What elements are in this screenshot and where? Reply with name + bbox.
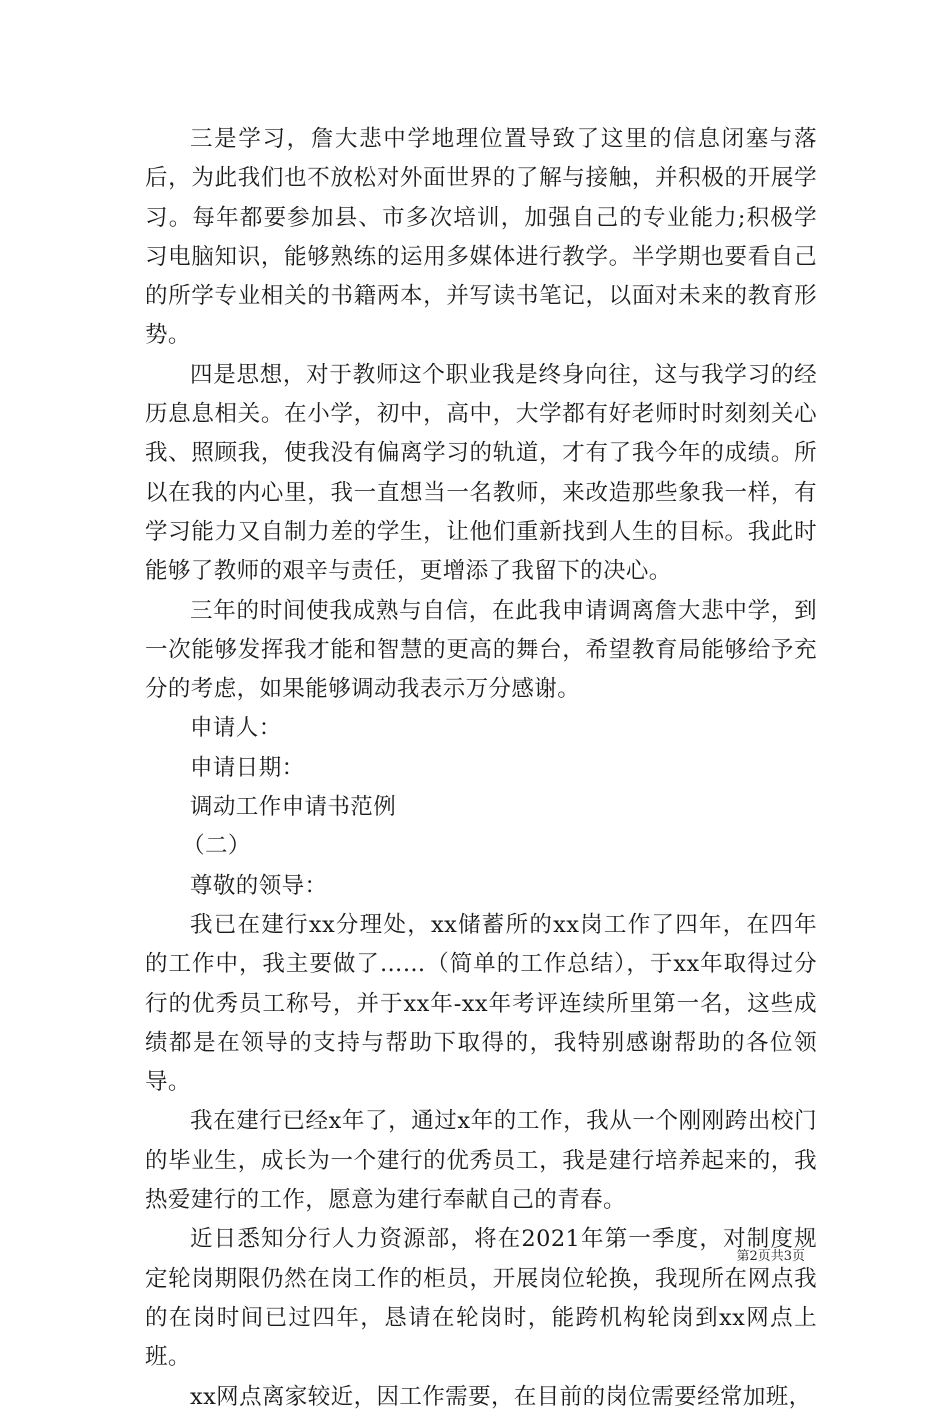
greeting: 尊敬的领导： (190, 872, 328, 899)
paragraph-thought: 四是思想，对于教师这个职业我是终身向往，这与我学习的经历息息相关。在小学，初中，高中，大学都有好老师时时刻刻关心我、照顾我，使我没有偏离学习的轨道，才有了我今年的成绩。所以在我的内心里，我一直想当一名教师，来改造那些象我一样，有学习能力又自制力差的学生，让他们重新找到人生的目标。我此时能够了教师的艰辛与责任，更增添了我留下的决心。 (145, 361, 817, 585)
paragraph-study: 三是学习，詹大悲中学地理位置导致了这里的信息闭塞与落后，为此我们也不放松对外面世界的了解与接触，并积极的开展学习。每年都要参加县、市多次培训，加强自己的专业能力;积极学习电脑知识，能够熟练的运用多媒体进行教学。半学期也要看自己的所学专业相关的书籍两本，并写读书笔记，以面对未来的教育形势。 (145, 126, 817, 349)
paragraph-rotation: 近日悉知分行人力资源部，将在2021年第一季度，对制度规定轮岗期限仍然在岗工作的柜员，开展岗位轮换，我现所在网点我的在岗时间已过四年，恳请在轮岗时，能跨机构轮岗到xx网点上班。 (145, 1226, 817, 1371)
date-line: 申请日期： (190, 754, 305, 781)
section-title: 调动工作申请书范例 (190, 794, 397, 821)
paragraph-years: 我在建行已经x年了，通过x年的工作，我从一个刚刚跨出校门的毕业生，成长为一个建行的优秀员工，我是建行培养起来的，我热爱建行的工作，愿意为建行奉献自己的青春。 (145, 1108, 817, 1214)
paragraph-request: 三年的时间使我成熟与自信，在此我申请调离詹大悲中学，到一次能够发挥我才能和智慧的更高的舞台，希望教育局能够给予充分的考虑，如果能够调动我表示万分感谢。 (145, 597, 817, 703)
section-number: （二） (182, 833, 251, 860)
applicant-line: 申请人： (190, 715, 282, 742)
paragraph-location: xx网点离家较近，因工作需要，在目前的岗位需要经常加班， (190, 1383, 812, 1410)
document-body (145, 120, 817, 1417)
paragraph-work-history: 我已在建行xx分理处，xx储蓄所的xx岗工作了四年，在四年的工作中，我主要做了……（简单的工作总结），于xx年取得过分行的优秀员工称号，并于xx年-xx年考评连续所里第一名，这些成绩都是在领导的支持与帮助下取得的，我特别感谢帮助的各位领导。 (145, 911, 817, 1096)
page-number: 第2页共3页 (736, 1249, 805, 1264)
